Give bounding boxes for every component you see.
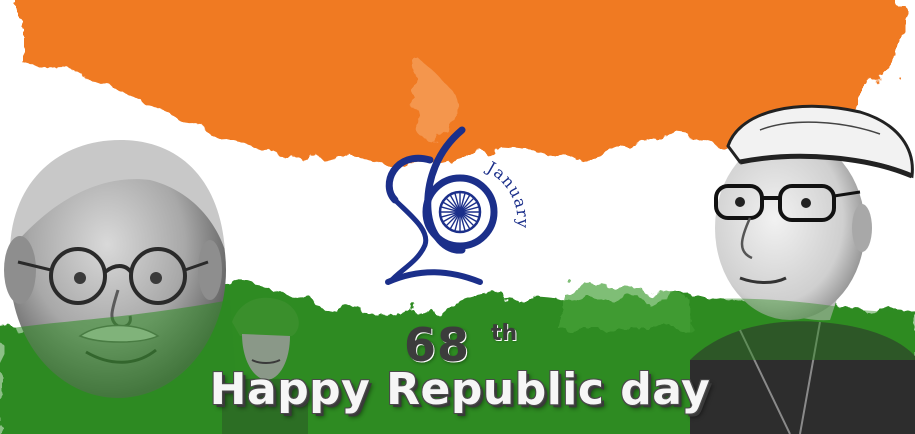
ordinal-number: 68 (404, 318, 471, 372)
ashoka-chakra-icon (440, 192, 480, 232)
month-label: January (483, 157, 533, 230)
headline: Happy Republic day (209, 364, 711, 415)
ordinal-suffix: th (491, 321, 518, 346)
